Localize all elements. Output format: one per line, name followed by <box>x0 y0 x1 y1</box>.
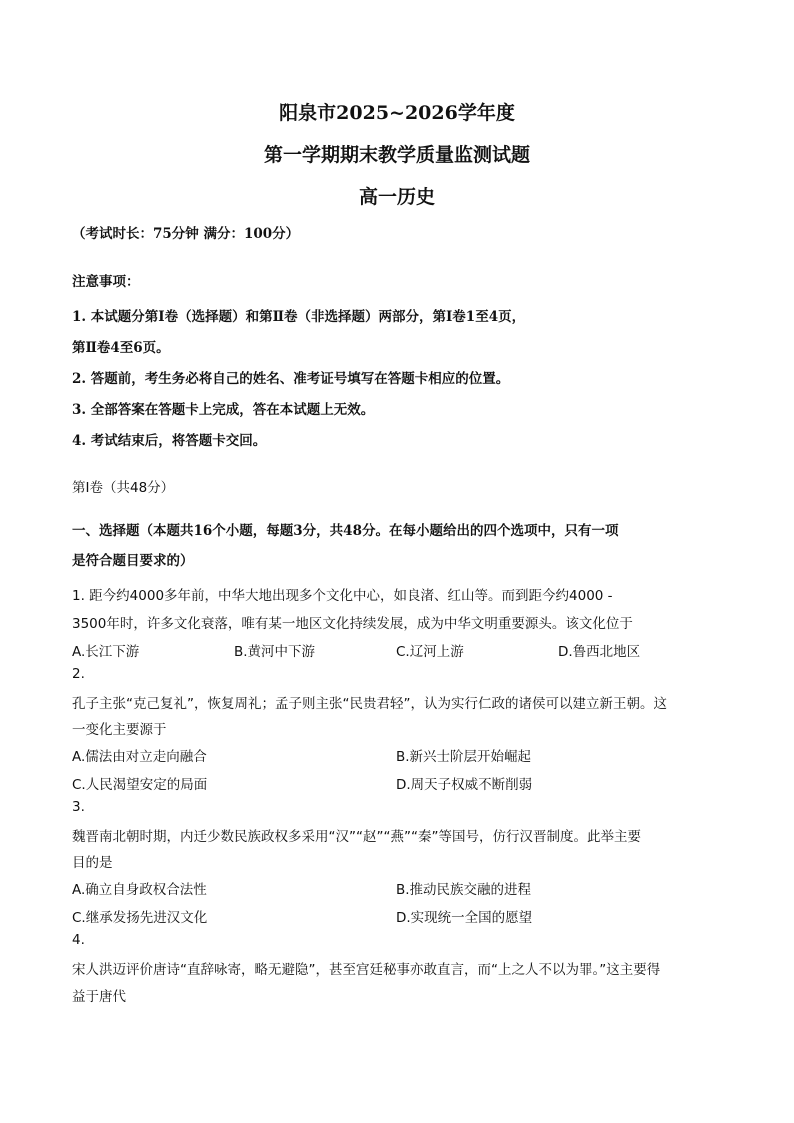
notice-item: 4. 考试结束后，将答题卡交回。 <box>72 433 267 449</box>
option-a: A.长江下游 <box>72 644 140 660</box>
exam-info: （考试时长：75分钟 满分：100分） <box>72 226 300 242</box>
section-title: 第Ⅰ卷（共48分） <box>72 480 175 496</box>
option-d: D.实现统一全国的愿望 <box>396 910 533 926</box>
exam-region-year-title: 阳泉市2025~2026学年度 <box>279 102 515 124</box>
question-stem: 1. 距今约4000多年前，中华大地出现多个文化中心，如良渚、红山等。而到距今约4000 - <box>72 588 613 604</box>
question-number: 2. <box>72 666 85 682</box>
section-heading: 是符合题目要求的） <box>72 553 194 569</box>
notice-item: 第Ⅱ卷4至6页。 <box>72 340 170 356</box>
exam-name-title: 第一学期期末教学质量监测试题 <box>263 144 530 166</box>
option-c: C.人民渴望安定的局面 <box>72 777 208 793</box>
notice-heading: 注意事项： <box>72 274 140 290</box>
question-stem: 一变化主要源于 <box>72 722 167 738</box>
option-c: C.辽河上游 <box>396 644 464 660</box>
question-number: 4. <box>72 932 85 948</box>
notice-item: 1. 本试题分第Ⅰ卷（选择题）和第Ⅱ卷（非选择题）两部分，第Ⅰ卷1至4页， <box>72 309 526 325</box>
option-d: D.周天子权威不断削弱 <box>396 777 533 793</box>
question-stem: 3500年时，许多文化衰落，唯有某一地区文化持续发展，成为中华文明重要源头。该文化位于 <box>72 616 633 632</box>
option-c: C.继承发扬先进汉文化 <box>72 910 208 926</box>
question-stem: 孔子主张“克己复礼”，恢复周礼；孟子则主张“民贵君轻”，认为实行仁政的诸侯可以建立新王朝。这 <box>72 696 667 712</box>
question-stem: 宋人洪迈评价唐诗“直辞咏寄，略无避隐”，甚至宫廷秘事亦敢直言，而“上之人不以为罪。”这主要得 <box>72 962 661 978</box>
option-b: B.黄河中下游 <box>234 644 316 660</box>
question-number: 3. <box>72 799 85 815</box>
option-b: B.新兴士阶层开始崛起 <box>396 749 532 765</box>
option-a: A.儒法由对立走向融合 <box>72 749 207 765</box>
option-a: A.确立自身政权合法性 <box>72 882 207 898</box>
subject-title: 高一历史 <box>358 186 435 208</box>
notice-item: 2. 答题前，考生务必将自己的姓名、准考证号填写在答题卡相应的位置。 <box>72 371 510 387</box>
notice-item: 3. 全部答案在答题卡上完成，答在本试题上无效。 <box>72 402 375 418</box>
question-stem: 魏晋南北朝时期，内迁少数民族政权多采用“汉”“赵”“燕”“秦”等国号，仿行汉晋制度。此举主要 <box>72 829 641 845</box>
question-stem: 目的是 <box>72 855 113 871</box>
question-stem: 益于唐代 <box>72 989 126 1005</box>
option-b: B.推动民族交融的进程 <box>396 882 532 898</box>
option-d: D.鲁西北地区 <box>558 644 641 660</box>
section-heading: 一、选择题（本题共16个小题，每题3分，共48分。在每小题给出的四个选项中，只有一项 <box>72 523 619 539</box>
